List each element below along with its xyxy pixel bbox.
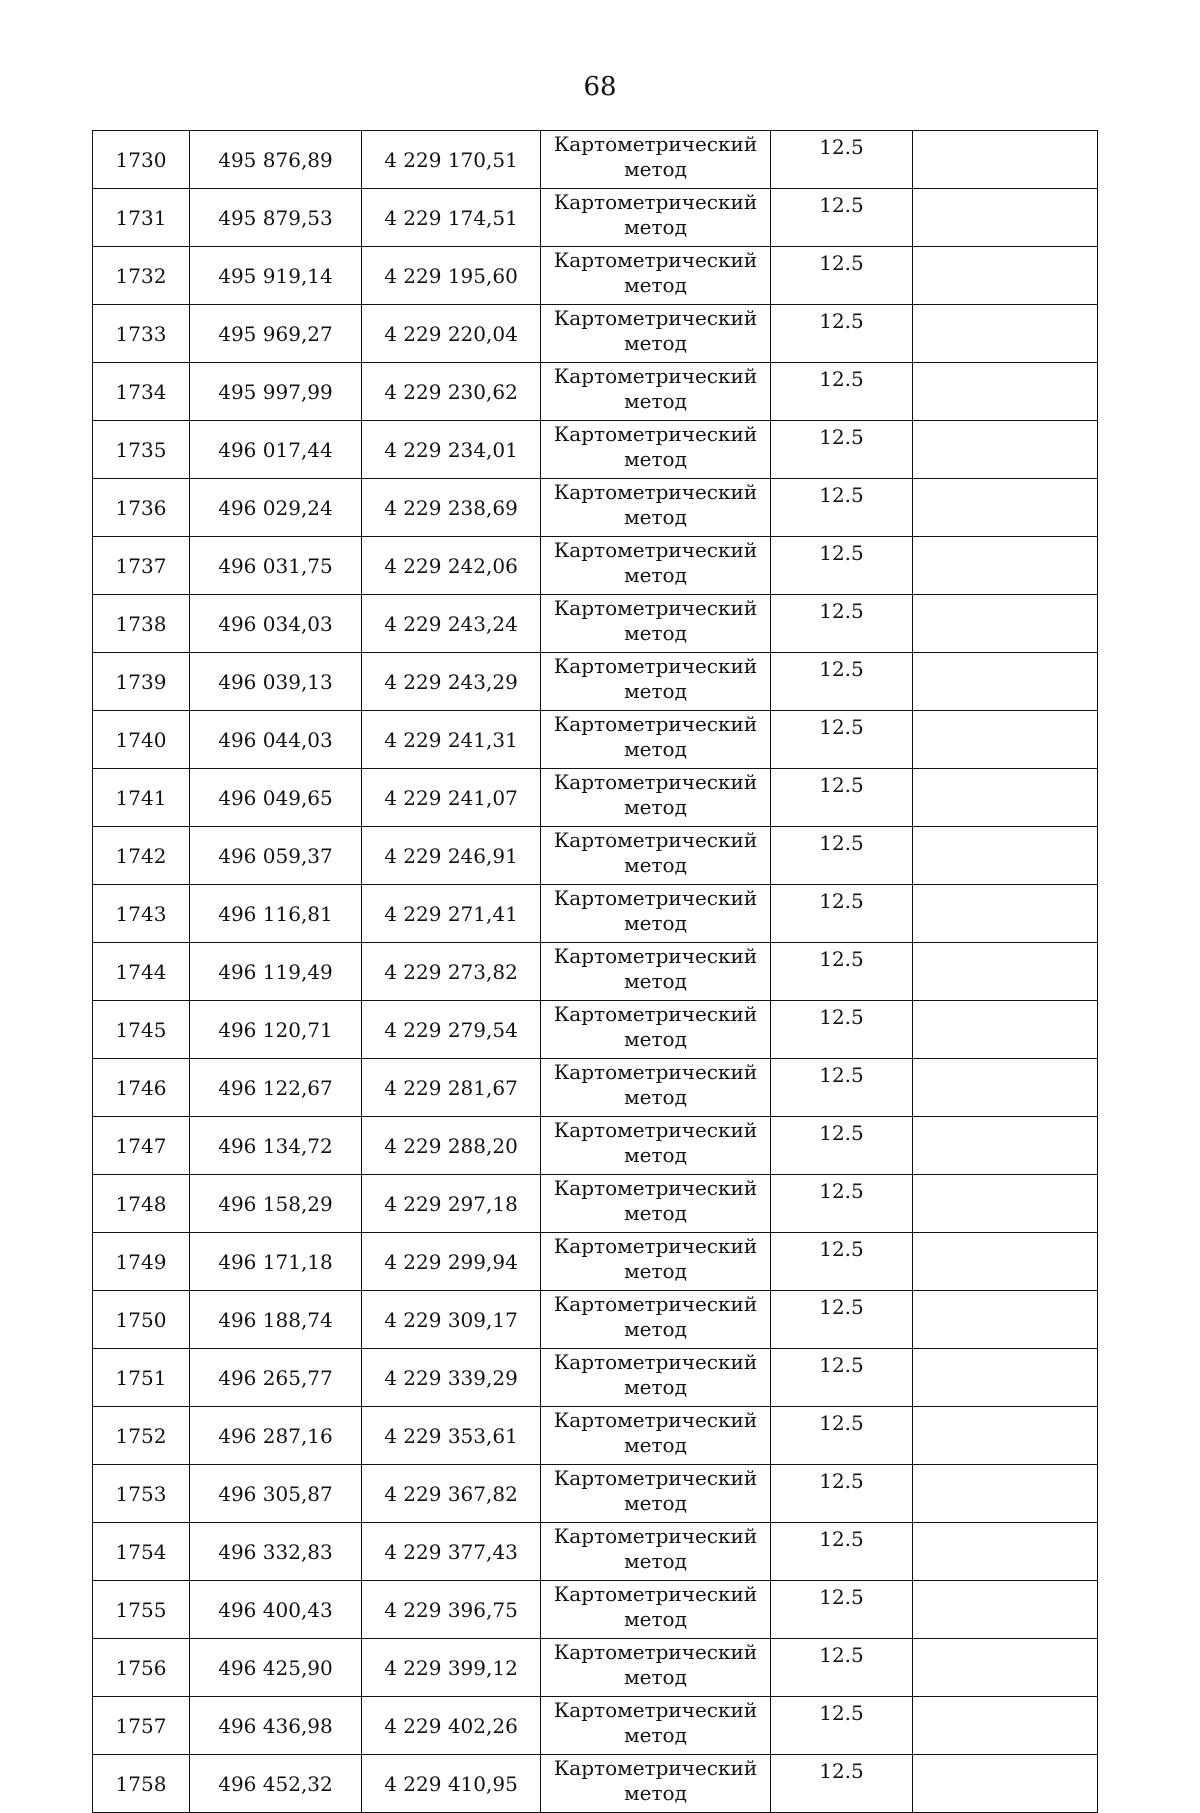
method-line-2: метод xyxy=(624,853,687,877)
method-cell xyxy=(541,1755,771,1813)
accuracy-cell: 12.5 xyxy=(771,1407,913,1465)
method-line-1: Картометрический xyxy=(553,248,758,272)
point-number-cell: 1735 xyxy=(93,421,190,479)
method-line-2: метод xyxy=(624,1375,687,1399)
method-cell xyxy=(541,885,771,943)
method-line-2: метод xyxy=(624,969,687,993)
x-coordinate-cell: 496 122,67 xyxy=(190,1059,362,1117)
accuracy-cell: 12.5 xyxy=(771,769,913,827)
x-coordinate-cell: 496 400,43 xyxy=(190,1581,362,1639)
x-coordinate-cell: 496 134,72 xyxy=(190,1117,362,1175)
x-coordinate-cell: 496 034,03 xyxy=(190,595,362,653)
method-line-2: метод xyxy=(624,563,687,587)
method-line-2: метод xyxy=(624,1607,687,1631)
method-cell xyxy=(541,1581,771,1639)
note-cell xyxy=(913,1233,1098,1291)
note-cell xyxy=(913,1407,1098,1465)
note-cell xyxy=(913,1117,1098,1175)
accuracy-cell: 12.5 xyxy=(771,1349,913,1407)
accuracy-cell: 12.5 xyxy=(771,1755,913,1813)
table-row xyxy=(93,537,1098,595)
x-coordinate-cell: 496 044,03 xyxy=(190,711,362,769)
note-cell xyxy=(913,1291,1098,1349)
note-cell xyxy=(913,1523,1098,1581)
method-cell xyxy=(541,711,771,769)
y-coordinate-cell: 4 229 238,69 xyxy=(362,479,541,537)
table-row xyxy=(93,595,1098,653)
note-cell xyxy=(913,1581,1098,1639)
method-line-1: Картометрический xyxy=(553,1582,758,1606)
method-line-2: метод xyxy=(624,1491,687,1515)
x-coordinate-cell: 496 049,65 xyxy=(190,769,362,827)
x-coordinate-cell: 496 332,83 xyxy=(190,1523,362,1581)
method-line-1: Картометрический xyxy=(553,306,758,330)
method-cell xyxy=(541,1291,771,1349)
y-coordinate-cell: 4 229 241,31 xyxy=(362,711,541,769)
y-coordinate-cell: 4 229 309,17 xyxy=(362,1291,541,1349)
method-line-1: Картометрический xyxy=(553,944,758,968)
x-coordinate-cell: 496 116,81 xyxy=(190,885,362,943)
method-line-1: Картометрический xyxy=(553,654,758,678)
method-cell xyxy=(541,595,771,653)
method-line-1: Картометрический xyxy=(553,1292,758,1316)
method-line-1: Картометрический xyxy=(553,1524,758,1548)
y-coordinate-cell: 4 229 234,01 xyxy=(362,421,541,479)
x-coordinate-cell: 495 876,89 xyxy=(190,131,362,189)
method-line-1: Картометрический xyxy=(553,1466,758,1490)
table-row xyxy=(93,1639,1098,1697)
accuracy-cell: 12.5 xyxy=(771,421,913,479)
method-cell xyxy=(541,769,771,827)
point-number-cell: 1747 xyxy=(93,1117,190,1175)
table-row xyxy=(93,711,1098,769)
accuracy-cell: 12.5 xyxy=(771,363,913,421)
method-line-1: Картометрический xyxy=(553,712,758,736)
accuracy-cell: 12.5 xyxy=(771,1523,913,1581)
point-number-cell: 1748 xyxy=(93,1175,190,1233)
method-line-2: метод xyxy=(624,1085,687,1109)
y-coordinate-cell: 4 229 339,29 xyxy=(362,1349,541,1407)
note-cell xyxy=(913,1639,1098,1697)
accuracy-cell: 12.5 xyxy=(771,711,913,769)
method-line-2: метод xyxy=(624,1781,687,1805)
method-cell xyxy=(541,247,771,305)
accuracy-cell: 12.5 xyxy=(771,943,913,1001)
note-cell xyxy=(913,1349,1098,1407)
table-row xyxy=(93,1465,1098,1523)
method-cell xyxy=(541,421,771,479)
point-number-cell: 1743 xyxy=(93,885,190,943)
point-number-cell: 1745 xyxy=(93,1001,190,1059)
table-row xyxy=(93,1407,1098,1465)
accuracy-cell: 12.5 xyxy=(771,1697,913,1755)
method-line-1: Картометрический xyxy=(553,1408,758,1432)
x-coordinate-cell: 496 029,24 xyxy=(190,479,362,537)
x-coordinate-cell: 496 265,77 xyxy=(190,1349,362,1407)
method-cell xyxy=(541,1465,771,1523)
accuracy-cell: 12.5 xyxy=(771,189,913,247)
method-line-1: Картометрический xyxy=(553,1756,758,1780)
y-coordinate-cell: 4 229 195,60 xyxy=(362,247,541,305)
method-line-1: Картометрический xyxy=(553,770,758,794)
method-line-1: Картометрический xyxy=(553,1002,758,1026)
accuracy-cell: 12.5 xyxy=(771,1001,913,1059)
method-cell xyxy=(541,537,771,595)
y-coordinate-cell: 4 229 174,51 xyxy=(362,189,541,247)
x-coordinate-cell: 496 425,90 xyxy=(190,1639,362,1697)
y-coordinate-cell: 4 229 353,61 xyxy=(362,1407,541,1465)
note-cell xyxy=(913,247,1098,305)
accuracy-cell: 12.5 xyxy=(771,1291,913,1349)
method-line-1: Картометрический xyxy=(553,1640,758,1664)
accuracy-cell: 12.5 xyxy=(771,537,913,595)
method-cell xyxy=(541,131,771,189)
note-cell xyxy=(913,1175,1098,1233)
method-line-2: метод xyxy=(624,1317,687,1341)
y-coordinate-cell: 4 229 281,67 xyxy=(362,1059,541,1117)
x-coordinate-cell: 495 919,14 xyxy=(190,247,362,305)
y-coordinate-cell: 4 229 288,20 xyxy=(362,1117,541,1175)
table-row xyxy=(93,827,1098,885)
method-cell xyxy=(541,1233,771,1291)
accuracy-cell: 12.5 xyxy=(771,1233,913,1291)
method-line-2: метод xyxy=(624,1027,687,1051)
method-line-2: метод xyxy=(624,331,687,355)
y-coordinate-cell: 4 229 243,24 xyxy=(362,595,541,653)
accuracy-cell: 12.5 xyxy=(771,1465,913,1523)
note-cell xyxy=(913,363,1098,421)
table-row xyxy=(93,1233,1098,1291)
method-cell xyxy=(541,1523,771,1581)
method-cell xyxy=(541,943,771,1001)
method-line-2: метод xyxy=(624,1201,687,1225)
point-number-cell: 1751 xyxy=(93,1349,190,1407)
point-number-cell: 1744 xyxy=(93,943,190,1001)
y-coordinate-cell: 4 229 399,12 xyxy=(362,1639,541,1697)
y-coordinate-cell: 4 229 377,43 xyxy=(362,1523,541,1581)
table-row xyxy=(93,305,1098,363)
method-cell xyxy=(541,1059,771,1117)
y-coordinate-cell: 4 229 396,75 xyxy=(362,1581,541,1639)
table-row xyxy=(93,189,1098,247)
point-number-cell: 1731 xyxy=(93,189,190,247)
method-line-1: Картометрический xyxy=(553,1350,758,1374)
note-cell xyxy=(913,769,1098,827)
y-coordinate-cell: 4 229 273,82 xyxy=(362,943,541,1001)
table-row xyxy=(93,769,1098,827)
table-row xyxy=(93,1291,1098,1349)
point-number-cell: 1746 xyxy=(93,1059,190,1117)
method-line-2: метод xyxy=(624,737,687,761)
x-coordinate-cell: 495 969,27 xyxy=(190,305,362,363)
table-row xyxy=(93,1001,1098,1059)
method-cell xyxy=(541,653,771,711)
note-cell xyxy=(913,827,1098,885)
y-coordinate-cell: 4 229 279,54 xyxy=(362,1001,541,1059)
table-row xyxy=(93,1349,1098,1407)
note-cell xyxy=(913,885,1098,943)
point-number-cell: 1755 xyxy=(93,1581,190,1639)
x-coordinate-cell: 496 452,32 xyxy=(190,1755,362,1813)
method-line-1: Картометрический xyxy=(553,364,758,388)
coordinates-table xyxy=(92,130,1098,1813)
x-coordinate-cell: 496 120,71 xyxy=(190,1001,362,1059)
y-coordinate-cell: 4 229 271,41 xyxy=(362,885,541,943)
note-cell xyxy=(913,1465,1098,1523)
table-row xyxy=(93,131,1098,189)
method-line-2: метод xyxy=(624,1549,687,1573)
accuracy-cell: 12.5 xyxy=(771,1175,913,1233)
note-cell xyxy=(913,1755,1098,1813)
method-line-2: метод xyxy=(624,273,687,297)
note-cell xyxy=(913,711,1098,769)
method-cell xyxy=(541,827,771,885)
y-coordinate-cell: 4 229 241,07 xyxy=(362,769,541,827)
note-cell xyxy=(913,653,1098,711)
method-line-2: метод xyxy=(624,1723,687,1747)
accuracy-cell: 12.5 xyxy=(771,595,913,653)
method-line-2: метод xyxy=(624,505,687,529)
table-row xyxy=(93,1523,1098,1581)
point-number-cell: 1742 xyxy=(93,827,190,885)
y-coordinate-cell: 4 229 297,18 xyxy=(362,1175,541,1233)
point-number-cell: 1737 xyxy=(93,537,190,595)
point-number-cell: 1757 xyxy=(93,1697,190,1755)
method-cell xyxy=(541,1117,771,1175)
method-line-2: метод xyxy=(624,621,687,645)
x-coordinate-cell: 496 188,74 xyxy=(190,1291,362,1349)
note-cell xyxy=(913,595,1098,653)
point-number-cell: 1740 xyxy=(93,711,190,769)
y-coordinate-cell: 4 229 230,62 xyxy=(362,363,541,421)
x-coordinate-cell: 496 436,98 xyxy=(190,1697,362,1755)
table-row xyxy=(93,943,1098,1001)
point-number-cell: 1754 xyxy=(93,1523,190,1581)
method-line-1: Картометрический xyxy=(553,190,758,214)
note-cell xyxy=(913,943,1098,1001)
method-line-2: метод xyxy=(624,679,687,703)
method-line-2: метод xyxy=(624,1433,687,1457)
accuracy-cell: 12.5 xyxy=(771,479,913,537)
point-number-cell: 1753 xyxy=(93,1465,190,1523)
point-number-cell: 1756 xyxy=(93,1639,190,1697)
accuracy-cell: 12.5 xyxy=(771,827,913,885)
note-cell xyxy=(913,479,1098,537)
x-coordinate-cell: 496 119,49 xyxy=(190,943,362,1001)
accuracy-cell: 12.5 xyxy=(771,305,913,363)
y-coordinate-cell: 4 229 242,06 xyxy=(362,537,541,595)
x-coordinate-cell: 496 171,18 xyxy=(190,1233,362,1291)
accuracy-cell: 12.5 xyxy=(771,1117,913,1175)
x-coordinate-cell: 495 997,99 xyxy=(190,363,362,421)
coordinates-table-body xyxy=(93,131,1098,1813)
x-coordinate-cell: 496 059,37 xyxy=(190,827,362,885)
point-number-cell: 1736 xyxy=(93,479,190,537)
point-number-cell: 1758 xyxy=(93,1755,190,1813)
y-coordinate-cell: 4 229 220,04 xyxy=(362,305,541,363)
method-line-1: Картометрический xyxy=(553,828,758,852)
method-cell xyxy=(541,479,771,537)
method-line-1: Картометрический xyxy=(553,1176,758,1200)
table-row xyxy=(93,479,1098,537)
point-number-cell: 1733 xyxy=(93,305,190,363)
accuracy-cell: 12.5 xyxy=(771,1639,913,1697)
y-coordinate-cell: 4 229 170,51 xyxy=(362,131,541,189)
point-number-cell: 1732 xyxy=(93,247,190,305)
method-cell xyxy=(541,1349,771,1407)
table-row xyxy=(93,1059,1098,1117)
table-row xyxy=(93,247,1098,305)
method-line-1: Картометрический xyxy=(553,886,758,910)
note-cell xyxy=(913,537,1098,595)
method-cell xyxy=(541,363,771,421)
method-line-1: Картометрический xyxy=(553,1060,758,1084)
point-number-cell: 1738 xyxy=(93,595,190,653)
x-coordinate-cell: 496 305,87 xyxy=(190,1465,362,1523)
point-number-cell: 1750 xyxy=(93,1291,190,1349)
point-number-cell: 1734 xyxy=(93,363,190,421)
method-cell xyxy=(541,1407,771,1465)
y-coordinate-cell: 4 229 246,91 xyxy=(362,827,541,885)
note-cell xyxy=(913,421,1098,479)
table-row xyxy=(93,653,1098,711)
method-cell xyxy=(541,189,771,247)
note-cell xyxy=(913,131,1098,189)
x-coordinate-cell: 495 879,53 xyxy=(190,189,362,247)
method-line-1: Картометрический xyxy=(553,480,758,504)
method-line-1: Картометрический xyxy=(553,1698,758,1722)
method-cell xyxy=(541,1639,771,1697)
accuracy-cell: 12.5 xyxy=(771,653,913,711)
method-line-1: Картометрический xyxy=(553,422,758,446)
accuracy-cell: 12.5 xyxy=(771,247,913,305)
method-line-2: метод xyxy=(624,447,687,471)
page-number: 68 xyxy=(583,72,617,102)
note-cell xyxy=(913,1059,1098,1117)
table-row xyxy=(93,885,1098,943)
method-line-2: метод xyxy=(624,389,687,413)
method-cell xyxy=(541,305,771,363)
accuracy-cell: 12.5 xyxy=(771,131,913,189)
note-cell xyxy=(913,1697,1098,1755)
x-coordinate-cell: 496 039,13 xyxy=(190,653,362,711)
note-cell xyxy=(913,305,1098,363)
table-row xyxy=(93,1117,1098,1175)
y-coordinate-cell: 4 229 402,26 xyxy=(362,1697,541,1755)
method-line-1: Картометрический xyxy=(553,596,758,620)
method-line-2: метод xyxy=(624,911,687,935)
method-line-2: метод xyxy=(624,1665,687,1689)
accuracy-cell: 12.5 xyxy=(771,885,913,943)
method-cell xyxy=(541,1001,771,1059)
point-number-cell: 1752 xyxy=(93,1407,190,1465)
point-number-cell: 1739 xyxy=(93,653,190,711)
accuracy-cell: 12.5 xyxy=(771,1059,913,1117)
table-row xyxy=(93,421,1098,479)
y-coordinate-cell: 4 229 367,82 xyxy=(362,1465,541,1523)
point-number-cell: 1730 xyxy=(93,131,190,189)
note-cell xyxy=(913,189,1098,247)
table-row xyxy=(93,363,1098,421)
method-line-1: Картометрический xyxy=(553,1118,758,1142)
accuracy-cell: 12.5 xyxy=(771,1581,913,1639)
method-line-1: Картометрический xyxy=(553,1234,758,1258)
y-coordinate-cell: 4 229 410,95 xyxy=(362,1755,541,1813)
x-coordinate-cell: 496 031,75 xyxy=(190,537,362,595)
method-cell xyxy=(541,1175,771,1233)
method-line-2: метод xyxy=(624,795,687,819)
method-line-2: метод xyxy=(624,1143,687,1167)
method-line-2: метод xyxy=(624,215,687,239)
method-line-1: Картометрический xyxy=(553,132,758,156)
table-row xyxy=(93,1175,1098,1233)
x-coordinate-cell: 496 287,16 xyxy=(190,1407,362,1465)
point-number-cell: 1749 xyxy=(93,1233,190,1291)
note-cell xyxy=(913,1001,1098,1059)
y-coordinate-cell: 4 229 299,94 xyxy=(362,1233,541,1291)
method-line-2: метод xyxy=(624,1259,687,1283)
method-cell xyxy=(541,1697,771,1755)
point-number-cell: 1741 xyxy=(93,769,190,827)
table-row xyxy=(93,1697,1098,1755)
x-coordinate-cell: 496 017,44 xyxy=(190,421,362,479)
table-row xyxy=(93,1755,1098,1813)
y-coordinate-cell: 4 229 243,29 xyxy=(362,653,541,711)
method-line-1: Картометрический xyxy=(553,538,758,562)
x-coordinate-cell: 496 158,29 xyxy=(190,1175,362,1233)
table-row xyxy=(93,1581,1098,1639)
method-line-2: метод xyxy=(624,157,687,181)
